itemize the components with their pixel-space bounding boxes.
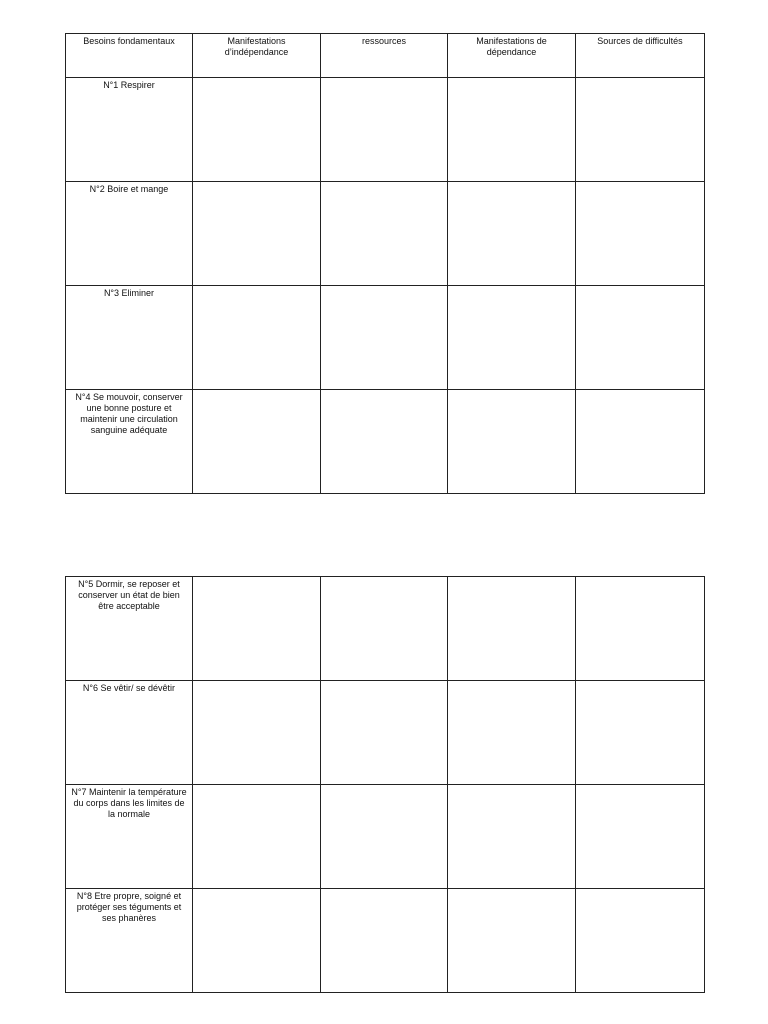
- header-dependance: Manifestations de dépendance: [448, 34, 576, 78]
- empty-cell[interactable]: [576, 78, 705, 182]
- empty-cell[interactable]: [576, 182, 705, 286]
- empty-cell[interactable]: [448, 889, 576, 993]
- table-row: [66, 889, 705, 993]
- empty-cell[interactable]: [321, 577, 448, 681]
- header-besoins: Besoins fondamentaux: [66, 34, 193, 78]
- empty-cell[interactable]: [193, 182, 321, 286]
- table-row: [66, 182, 705, 286]
- table-row: [66, 681, 705, 785]
- need-label: N°2 Boire et mange: [66, 182, 193, 286]
- empty-cell[interactable]: [321, 182, 448, 286]
- header-difficultes: Sources de difficultés: [576, 34, 705, 78]
- header-independance: Manifestations d’indépendance: [193, 34, 321, 78]
- table-row: [66, 390, 705, 494]
- empty-cell[interactable]: [193, 785, 321, 889]
- empty-cell[interactable]: [448, 390, 576, 494]
- empty-cell[interactable]: [321, 78, 448, 182]
- header-ressources: ressources: [321, 34, 448, 78]
- empty-cell[interactable]: [193, 390, 321, 494]
- need-label: N°5 Dormir, se reposer et conserver un état de bien être acceptable: [66, 577, 193, 681]
- need-label: N°6 Se vêtir/ se dévêtir: [66, 681, 193, 785]
- empty-cell[interactable]: [448, 286, 576, 390]
- table-row: [66, 286, 705, 390]
- empty-cell[interactable]: [321, 390, 448, 494]
- empty-cell[interactable]: [448, 182, 576, 286]
- empty-cell[interactable]: [576, 577, 705, 681]
- empty-cell[interactable]: [193, 577, 321, 681]
- empty-cell[interactable]: [193, 889, 321, 993]
- need-label: N°8 Etre propre, soigné et protéger ses téguments et ses phanères: [66, 889, 193, 993]
- empty-cell[interactable]: [576, 390, 705, 494]
- table-row: [66, 785, 705, 889]
- empty-cell[interactable]: [576, 681, 705, 785]
- empty-cell[interactable]: [321, 785, 448, 889]
- empty-cell[interactable]: [448, 577, 576, 681]
- need-label: N°4 Se mouvoir, conserver une bonne posture et maintenir une circulation sanguine adéquate: [66, 390, 193, 494]
- needs-table-page-2: [65, 576, 705, 993]
- empty-cell[interactable]: [321, 681, 448, 785]
- empty-cell[interactable]: [448, 681, 576, 785]
- need-label: N°7 Maintenir la température du corps dans les limites de la normale: [66, 785, 193, 889]
- empty-cell[interactable]: [448, 785, 576, 889]
- header-row: [66, 34, 705, 78]
- empty-cell[interactable]: [448, 78, 576, 182]
- need-label: N°3 Eliminer: [66, 286, 193, 390]
- table-row: [66, 577, 705, 681]
- empty-cell[interactable]: [193, 286, 321, 390]
- needs-table-page-1: [65, 33, 705, 494]
- empty-cell[interactable]: [321, 286, 448, 390]
- table-row: [66, 78, 705, 182]
- empty-cell[interactable]: [193, 78, 321, 182]
- empty-cell[interactable]: [576, 785, 705, 889]
- empty-cell[interactable]: [321, 889, 448, 993]
- empty-cell[interactable]: [576, 286, 705, 390]
- empty-cell[interactable]: [193, 681, 321, 785]
- empty-cell[interactable]: [576, 889, 705, 993]
- need-label: N°1 Respirer: [66, 78, 193, 182]
